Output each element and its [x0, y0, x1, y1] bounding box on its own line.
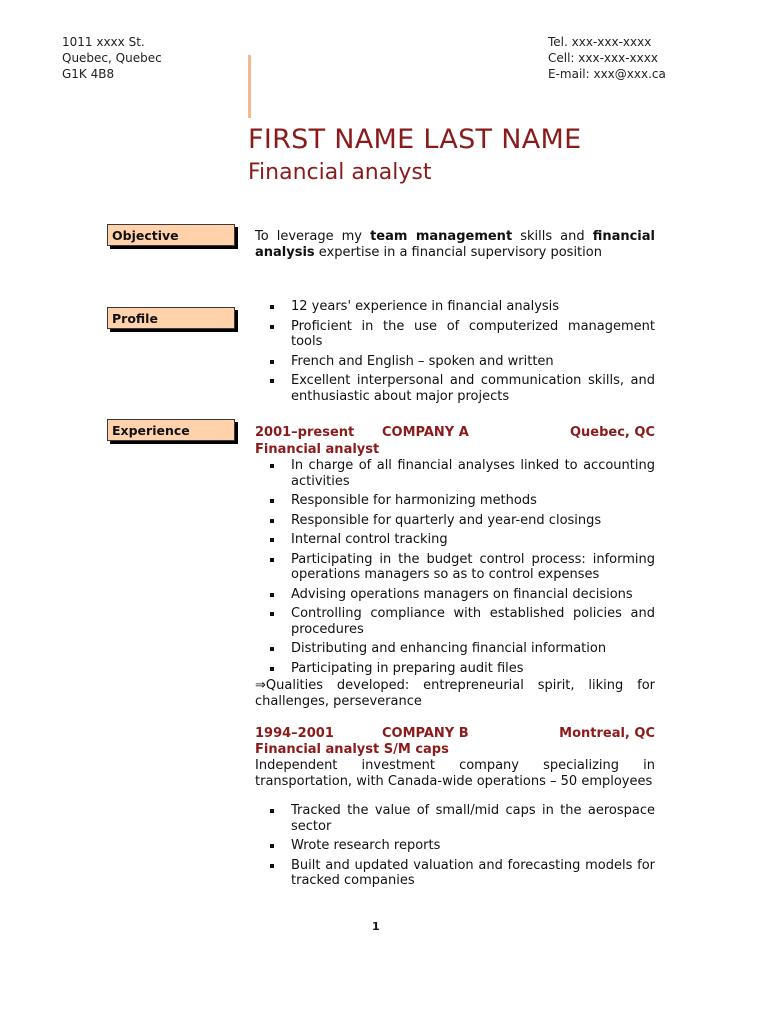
job-title-a: Financial analyst — [255, 442, 380, 457]
job-company: COMPANY A — [382, 425, 469, 440]
objective-emphasis-financial-analysis: financial analysis — [255, 229, 655, 260]
address-line-3: G1K 4B8 — [62, 67, 115, 81]
address-line-1: 1011 xxxx St. — [62, 35, 145, 49]
section-label-profile: Profile — [107, 307, 235, 329]
job-location: Montreal, QC — [559, 726, 655, 741]
job-location: Quebec, QC — [569, 425, 655, 440]
objective-emphasis-team-management: team management — [370, 229, 513, 244]
section-label-experience: Experience — [107, 419, 235, 441]
job-company: COMPANY B — [382, 726, 469, 741]
decorative-divider — [248, 55, 251, 118]
page-number: 1 — [372, 920, 380, 933]
objective-text-part: To leverage my — [255, 229, 371, 244]
objective-text — [255, 229, 655, 260]
duty-item: Distributing and enhancing financial information — [255, 641, 655, 657]
duty-item: Tracked the value of small/mid caps in the aerospace sector — [255, 803, 655, 834]
job-dates: 2001–present — [255, 425, 355, 440]
profile-item: Proficient in the use of computerized management tools — [255, 319, 655, 350]
section-label-objective: Objective — [107, 224, 235, 246]
contact-tel: Tel. xxx-xxx-xxxx — [548, 35, 652, 49]
duty-item: Responsible for harmonizing methods — [255, 493, 655, 509]
duty-item: Advising operations managers on financial decisions — [255, 587, 655, 603]
objective-text-part: expertise in a financial supervisory position — [314, 244, 602, 260]
company-description: Independent investment company specializing in transportation, with Canada-wide operations – 50 employees — [255, 758, 655, 789]
job-title-b: Financial analyst S/M caps — [255, 742, 449, 757]
duty-item: Responsible for quarterly and year-end closings — [255, 513, 655, 529]
objective-text-part: skills and — [512, 229, 593, 244]
address-line-2: Quebec, Quebec — [62, 51, 162, 65]
qualities-developed: ⇒Qualities developed: entrepreneurial spirit, liking for challenges, perseverance — [255, 678, 655, 709]
duty-item: Controlling compliance with established policies and procedures — [255, 606, 655, 637]
candidate-name: FIRST NAME LAST NAME — [248, 124, 582, 155]
job-a-duties — [255, 458, 655, 676]
duty-item: Built and updated valuation and forecasting models for tracked companies — [255, 858, 655, 889]
job-b-duties — [255, 803, 655, 889]
duty-item: Participating in the budget control process: informing operations managers so as to control expenses — [255, 552, 655, 583]
job-dates: 1994–2001 — [255, 726, 334, 741]
contact-email: E-mail: xxx@xxx.ca — [548, 67, 666, 81]
candidate-role: Financial analyst — [248, 160, 432, 185]
profile-list — [255, 299, 655, 404]
profile-item: 12 years' experience in financial analysis — [255, 299, 655, 315]
profile-item: French and English – spoken and written — [255, 354, 655, 370]
contact-cell: Cell: xxx-xxx-xxxx — [548, 51, 658, 65]
duty-item: Wrote research reports — [255, 838, 655, 854]
duty-item: In charge of all financial analyses linked to accounting activities — [255, 458, 655, 489]
profile-item: Excellent interpersonal and communication skills, and enthusiastic about major projects — [255, 373, 655, 404]
duty-item: Participating in preparing audit files — [255, 661, 655, 677]
duty-item: Internal control tracking — [255, 532, 655, 548]
